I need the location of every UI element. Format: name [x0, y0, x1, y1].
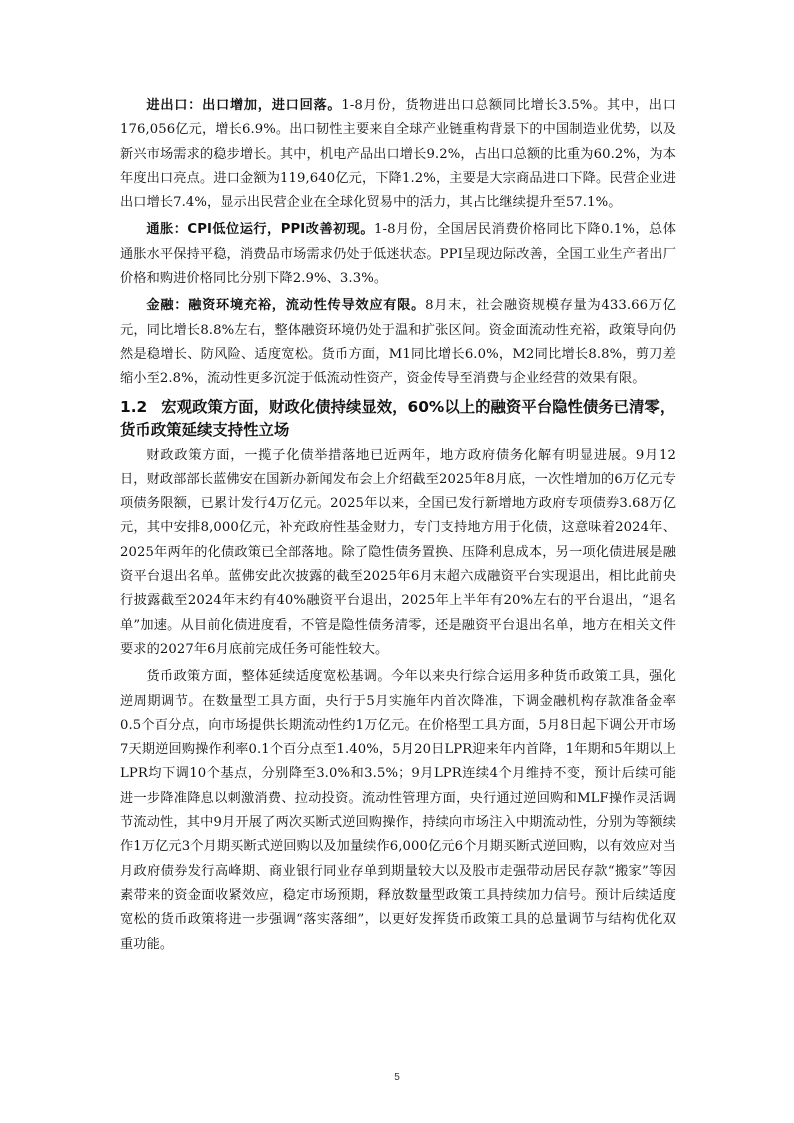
paragraph-trade: [120, 94, 676, 215]
paragraph-lead: 金融：融资环境充裕，流动性传导效应有限。: [146, 298, 426, 314]
page-number: 5: [394, 1072, 400, 1083]
section-number: 1.2: [120, 397, 148, 416]
paragraph-monetary-policy: 货币政策方面，整体延续适度宽松基调。今年以来央行综合运用多种货币政策工具，强化逆周期调节。在数量型工具方面，央行于5月实施年内首次降准，下调金融机构存款准备金率0.5个百分点，向市场提供长期流动性约1万亿元。在价格型工具方面，5月8日起下调公开市场7天期逆回购操作利率0.1个百分点至1.40%，5月20日LPR迎来年内首降，1年期和5年期以上LPR均下调10个基点，分别降至3.0%和3.5%；9月LPR连续4个月维持不变，预计后续可能进一步降准降息以刺激消费、拉动投资。流动性管理方面，央行通过逆回购和MLF操作灵活调节流动性，其中9月开展了两次买断式逆回购操作，持续向市场注入中期流动性，分别为等额续作1万亿元3个月期买断式逆回购以及加量续作6,000亿元6个月期买断式逆回购，以有效应对当月政府债券发行高峰期、商业银行同业存单到期量较大以及股市走强带动居民存款“搬家”等因素带来的资金面收紧效应，稳定市场预期，释放数量型政策工具持续加力信号。预计后续适度宽松的货币政策将进一步强调“落实落细”，以更好发挥货币政策工具的总量调节与结构优化双重功能。: [120, 669, 676, 952]
paragraph-finance: [120, 294, 676, 391]
paragraph-inflation: [120, 218, 676, 291]
paragraph-text: 1-8月份，全国居民消费价格同比下降0.1%，总体通胀水平保持平稳，消费品市场需求仍处于低迷状态。PPI呈现边际改善，全国工业生产者出厂价格和购进价格同比分别下降2.9%、3.3%。: [120, 222, 676, 287]
paragraph-text: 1-8月份，货物进出口总额同比增长3.5%。其中，出口176,056亿元，增长6.9%。出口韧性主要来自全球产业链重构背景下的中国制造业优势，以及新兴市场需求的稳步增长。其中，机电产品出口增长9.2%，占出口总额的比重为60.2%，为本年度出口亮点。进口金额为119,640亿元，下降1.2%，主要是大宗商品进口下降。民营企业进出口增长7.4%，显示出民营企业在全球化贸易中的活力，其占比继续提升至57.1%。: [120, 98, 676, 211]
paragraph-text: 8月末，社会融资规模存量为433.66万亿元，同比增长8.8%左右，整体融资环境仍处于温和扩张区间。资金面流动性充裕，政策导向仍然是稳增长、防风险、适度宽松。货币方面，M1同比增长6.0%，M2同比增长8.8%，剪刀差缩小至2.8%，流动性更多沉淀于低流动性资产，资金传导至消费与企业经营的效果有限。: [120, 298, 677, 387]
paragraph-lead: 进出口：出口增加，进口回落。: [146, 98, 342, 113]
paragraph-fiscal-policy: 财政政策方面，一揽子化债举措落地已近两年，地方政府债务化解有明显进展。9月12日，财政部部长蓝佛安在国新办新闻发布会上介绍截至2025年8月底，一次性增加的6万亿元专项债务限额，已累计发行4万亿元。2025年以来，全国已发行新增地方政府专项债券3.68万亿元，其中安排8,000亿元，补充政府性基金财力，专门支持地方用于化债，这意味着2024年、2025年两年的化债政策已全部落地。除了隐性债务置换、压降利息成本，另一项化债进展是融资平台退出名单。蓝佛安此次披露的截至2025年6月末超六成融资平台实现退出，相比此前央行披露截至2024年末约有40%融资平台退出，2025年上半年有20%左右的平台退出，“退名单”加速。从目前化债进度看，不管是隐性债务清零，还是融资平台退出名单，地方在相关文件要求的2027年6月底前完成任务可能性较大。: [120, 447, 676, 657]
paragraph-lead: 通胀：CPI低位运行，PPI改善初现。: [146, 222, 375, 238]
section-heading: [120, 396, 676, 442]
page-content: [120, 94, 676, 960]
section-title: 宏观政策方面，财政化债持续显效，60%以上的融资平台隐性债务已清零，货币政策延续支持性立场: [120, 397, 676, 439]
